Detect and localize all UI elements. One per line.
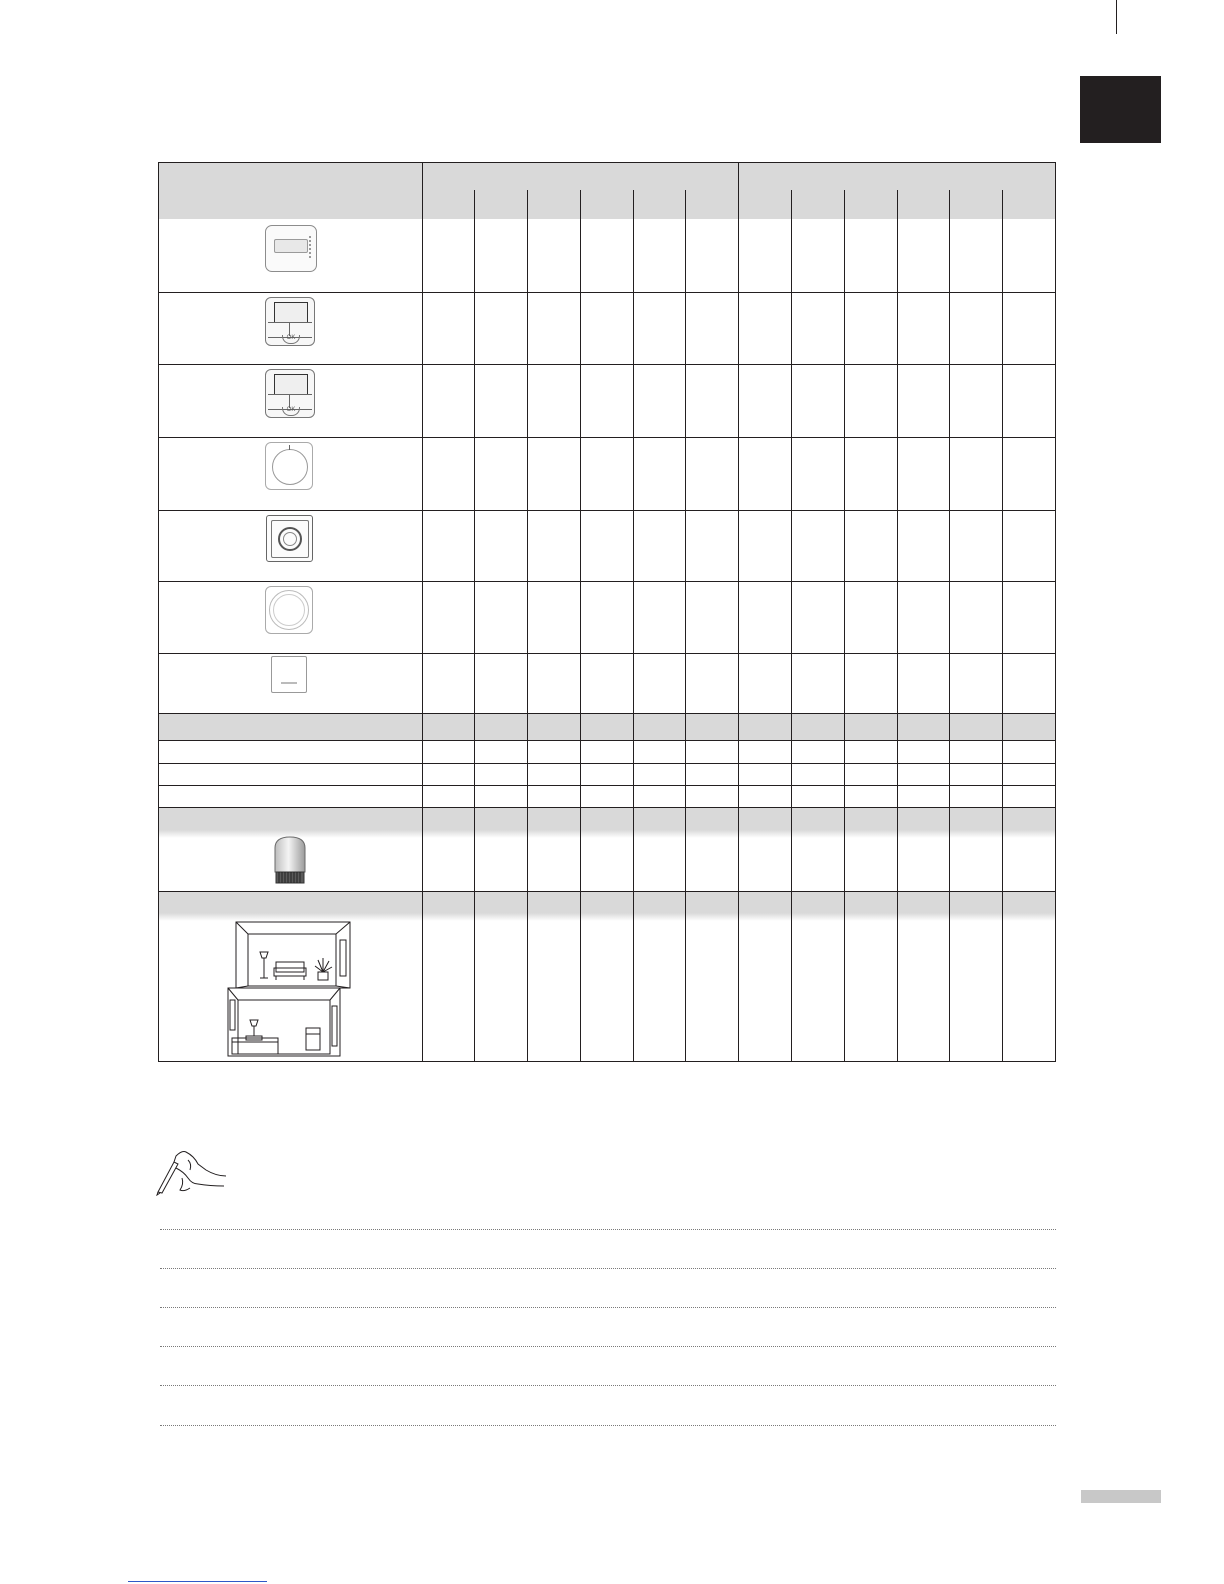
note-line — [160, 1385, 1056, 1386]
actuator-icon — [270, 834, 310, 888]
note-line — [160, 1307, 1056, 1308]
page-number-tab — [1081, 1490, 1161, 1503]
note-line — [160, 1229, 1056, 1230]
installation-table — [158, 162, 1056, 1062]
round-dial-thermostat-icon — [265, 586, 313, 634]
digital-thermostat-icon — [265, 225, 317, 272]
note-line — [160, 1346, 1056, 1347]
programmable-thermostat-ok-icon: OK — [265, 369, 315, 418]
hand-writing-icon — [154, 1146, 230, 1196]
footer-link[interactable] — [128, 1581, 267, 1582]
wall-sensor-icon — [271, 656, 307, 693]
house-room-illustration-icon — [226, 920, 352, 1058]
language-tab — [1080, 76, 1161, 143]
square-dial-thermostat-icon — [266, 515, 313, 562]
note-line — [160, 1268, 1056, 1269]
note-line — [160, 1425, 1056, 1426]
crop-mark — [1116, 0, 1117, 34]
dial-thermostat-icon — [265, 442, 313, 490]
programmable-thermostat-ok-icon: OK — [265, 297, 315, 346]
